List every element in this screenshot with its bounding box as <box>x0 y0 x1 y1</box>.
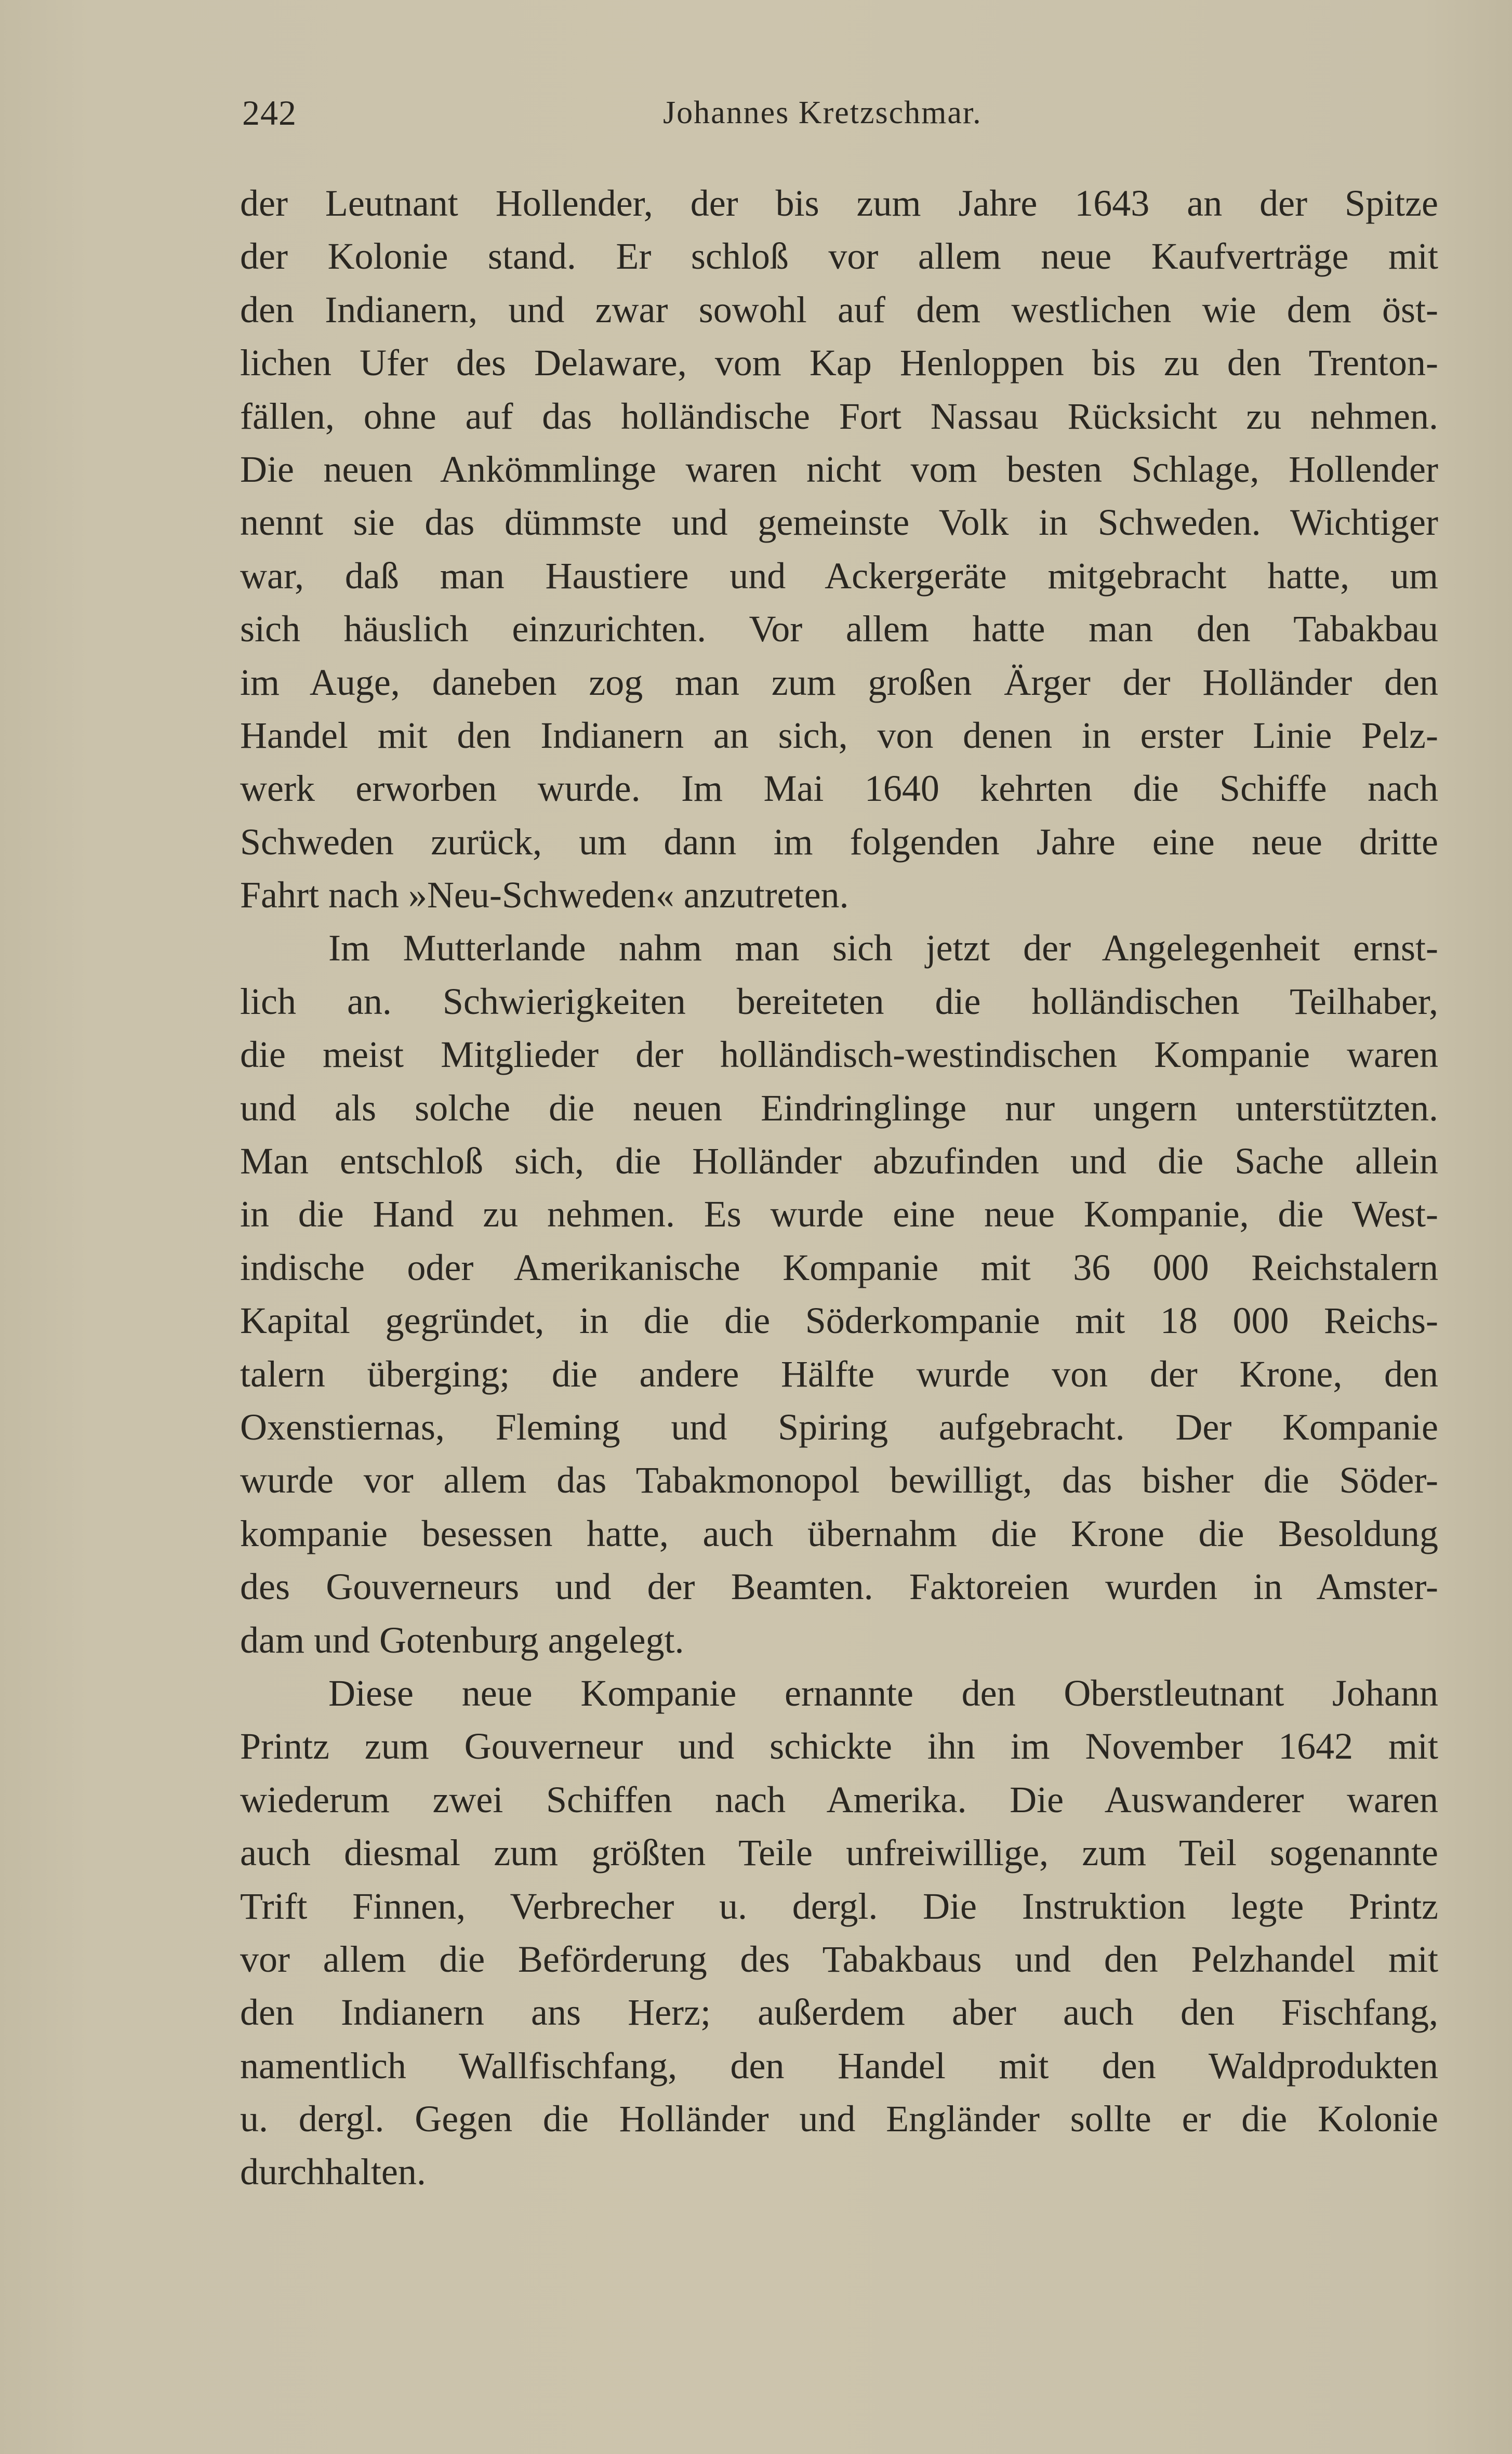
text-line: wurde vor allem das Tabakmonopol bewilligt, das bisher die Söder- <box>240 1459 1438 1501</box>
text-line: sich häuslich einzurichten. Vor allem hatte man den Tabakbau <box>240 608 1438 650</box>
text-line: Schweden zurück, um dann im folgenden Jahre eine neue dritte <box>240 821 1438 863</box>
page-header <box>242 89 1435 136</box>
text-line: talern überging; die andere Hälfte wurde von der Krone, den <box>240 1353 1438 1395</box>
text-line: den Indianern, und zwar sowohl auf dem westlichen wie dem öst- <box>240 288 1438 331</box>
text-line: kompanie besessen hatte, auch übernahm die Krone die Besoldung <box>240 1512 1438 1554</box>
text-line: lichen Ufer des Delaware, vom Kap Henloppen bis zu den Trenton- <box>240 342 1438 384</box>
text-line: lich an. Schwierigkeiten bereiteten die holländischen Teilhaber, <box>240 980 1438 1022</box>
text-line: u. dergl. Gegen die Holländer und Engländer sollte er die Kolonie <box>240 2098 1438 2140</box>
text-line: des Gouverneurs und der Beamten. Faktoreien wurden in Amster- <box>240 1566 1438 1608</box>
text-line: Oxenstiernas, Fleming und Spiring aufgebracht. Der Kompanie <box>240 1406 1438 1448</box>
text-line: Diese neue Kompanie ernannte den Oberstleutnant Johann <box>328 1672 1438 1714</box>
text-line: und als solche die neuen Eindringlinge nur ungern unterstützten. <box>240 1087 1438 1129</box>
text-line: Kapital gegründet, in die die Söderkompanie mit 18 000 Reichs- <box>240 1300 1438 1342</box>
text-line: dam und Gotenburg angelegt. <box>240 1619 684 1661</box>
text-line: vor allem die Beförderung des Tabakbaus und den Pelzhandel mit <box>240 1938 1438 1980</box>
text-line: fällen, ohne auf das holländische Fort Nassau Rücksicht zu nehmen. <box>240 395 1438 437</box>
text-line: im Auge, daneben zog man zum großen Ärger der Holländer den <box>240 661 1438 703</box>
running-head: Johannes Kretzschmar. <box>663 95 982 130</box>
text-line: der Leutnant Hollender, der bis zum Jahre 1643 an der Spitze <box>240 182 1438 224</box>
text-line: die meist Mitglieder der holländisch-westindischen Kompanie waren <box>240 1034 1438 1076</box>
text-line: der Kolonie stand. Er schloß vor allem neue Kaufverträge mit <box>240 235 1438 278</box>
text-line: Fahrt nach »Neu-Schweden« anzutreten. <box>240 874 849 916</box>
text-line: Man entschloß sich, die Holländer abzufinden und die Sache allein <box>240 1140 1438 1182</box>
text-line: namentlich Wallfischfang, den Handel mit den Waldprodukten <box>240 2044 1438 2087</box>
text-line: den Indianern ans Herz; außerdem aber auch den Fischfang, <box>240 1991 1438 2034</box>
text-line: nennt sie das dümmste und gemeinste Volk in Schweden. Wichtiger <box>240 502 1438 544</box>
text-line: Handel mit den Indianern an sich, von denen in erster Linie Pelz- <box>240 714 1438 756</box>
text-line: indische oder Amerikanische Kompanie mit 36 000 Reichstalern <box>240 1246 1438 1288</box>
text-line: Im Mutterlande nahm man sich jetzt der Angelegenheit ernst- <box>328 927 1438 969</box>
text-line: durchhalten. <box>240 2151 426 2193</box>
text-line: in die Hand zu nehmen. Es wurde eine neue Kompanie, die West- <box>240 1193 1438 1235</box>
text-line: Printz zum Gouverneur und schickte ihn im November 1642 mit <box>240 1725 1438 1767</box>
text-line: auch diesmal zum größten Teile unfreiwillige, zum Teil sogenannte <box>240 1832 1438 1874</box>
page-number: 242 <box>242 93 297 133</box>
text-line: Trift Finnen, Verbrecher u. dergl. Die Instruktion legte Printz <box>240 1885 1438 1927</box>
text-line: wiederum zwei Schiffen nach Amerika. Die Auswanderer waren <box>240 1778 1438 1820</box>
text-line: Die neuen Ankömmlinge waren nicht vom besten Schlage, Hollender <box>240 448 1438 490</box>
text-line: war, daß man Haustiere und Ackergeräte mitgebracht hatte, um <box>240 555 1438 597</box>
body-text <box>240 177 1438 2199</box>
text-line: werk erworben wurde. Im Mai 1640 kehrten die Schiffe nach <box>240 768 1438 810</box>
